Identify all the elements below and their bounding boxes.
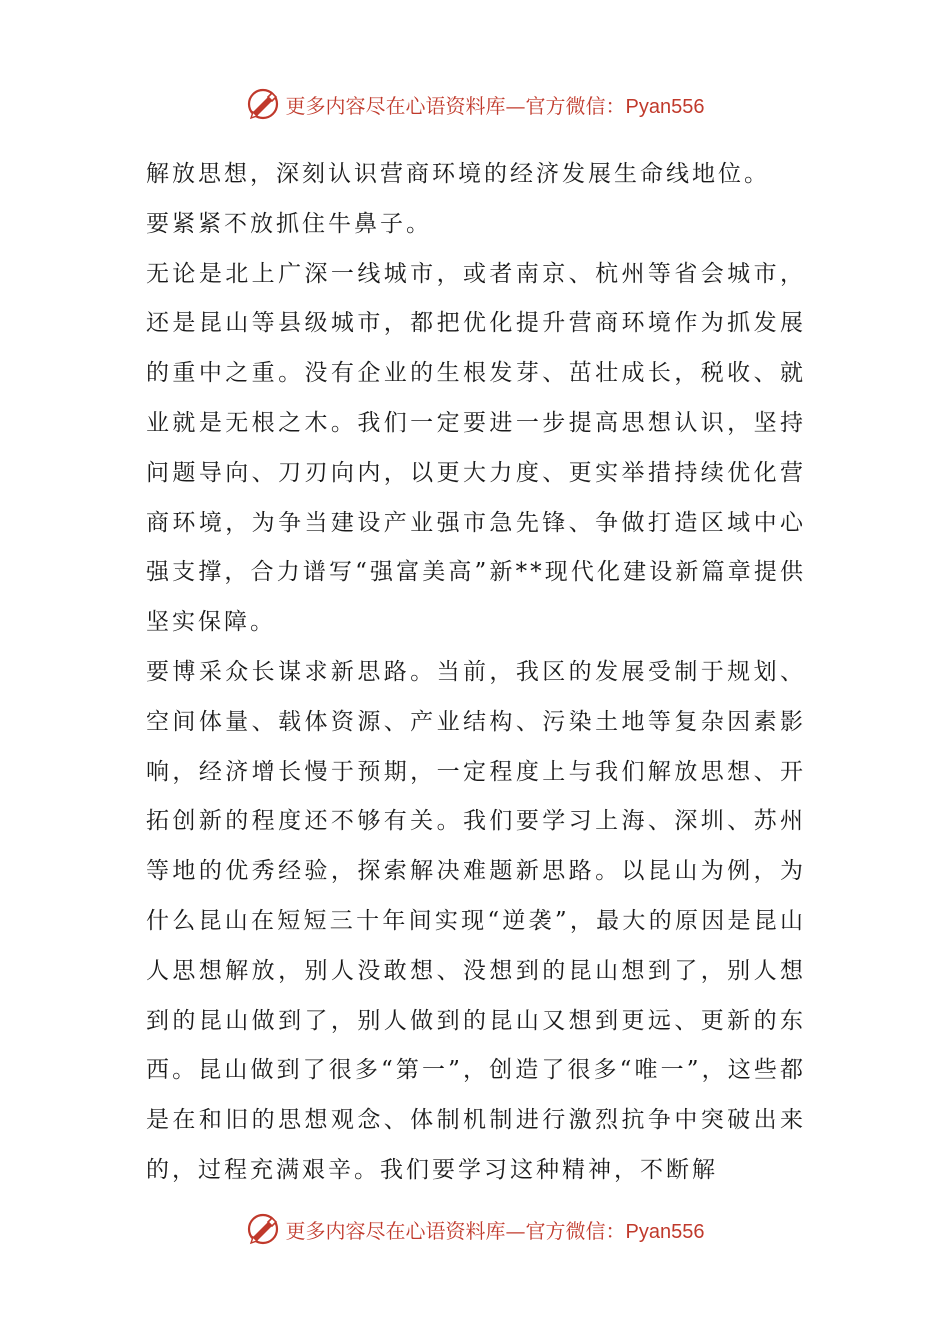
pen-logo-icon — [246, 87, 280, 121]
document-body — [146, 150, 806, 1196]
paragraph: 要紧紧不放抓住牛鼻子。 — [146, 210, 432, 237]
header-banner-text: 更多内容尽在心语资料库—官方微信：Pyan556 — [285, 93, 705, 118]
pen-logo-icon — [246, 1212, 280, 1246]
footer-banner — [0, 1209, 950, 1249]
paragraph: 无论是北上广深一线城市，或者南京、杭州等省会城市，还是昆山等县级城市，都把优化提升营商环境作为抓发展的重中之重。没有企业的生根发芽、茁壮成长，税收、就业就是无根之木。我们一定要进一步提高思想认识，坚持问题导向、刀刃向内，以更大力度、更实举措持续优化营商环境，为争当建设产业强市急先锋、争做打造区域中心强支撑，合力谱写“强富美高”新**现代化建设新篇章提供坚实保障。 — [146, 260, 806, 636]
header-banner — [0, 84, 950, 124]
footer-banner-text: 更多内容尽在心语资料库—官方微信：Pyan556 — [285, 1218, 705, 1243]
paragraph: 要博采众长谋求新思路。当前，我区的发展受制于规划、空间体量、载体资源、产业结构、污染土地等复杂因素影响，经济增长慢于预期，一定程度上与我们解放思想、开拓创新的程度还不够有关。我们要学习上海、深圳、苏州等地的优秀经验，探索解决难题新思路。以昆山为例，为什么昆山在短短三十年间实现“逆袭”，最大的原因是昆山人思想解放，别人没敢想、没想到的昆山想到了，别人想到的昆山做到了，别人做到的昆山又想到更远、更新的东西。昆山做到了很多“第一”，创造了很多“唯一”，这些都是在和旧的思想观念、体制机制进行激烈抗争中突破出来的，过程充满艰辛。我们要学习这种精神，不断解 — [146, 658, 806, 1183]
paragraph: 解放思想，深刻认识营商环境的经济发展生命线地位。 — [146, 161, 770, 187]
